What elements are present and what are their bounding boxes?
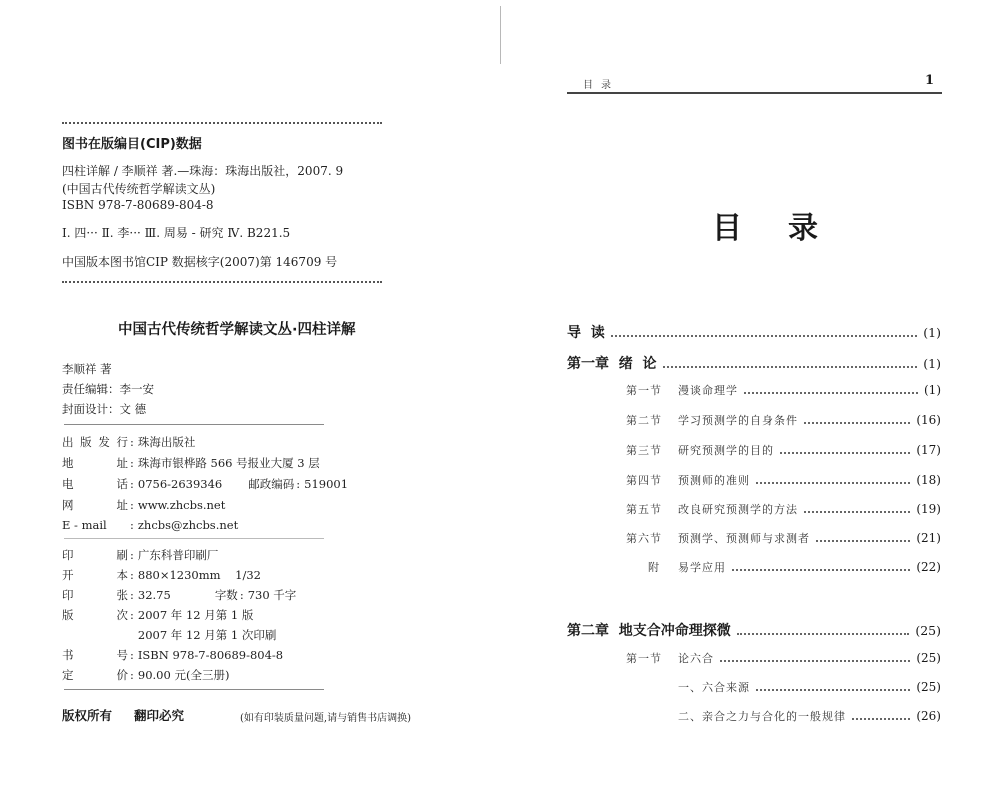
printer-row: 印 刷 : 广东科普印刷厂 [62,548,219,562]
toc-entry-section[interactable]: 第二节 学习预测学的自身条件 (16) [626,413,941,427]
toc-entry-appendix[interactable]: 附 易学应用 (22) [648,560,941,574]
email-link[interactable]: zhcbs@zhcbs.net [137,518,239,532]
dot-leader [756,482,910,484]
toc-title: 目录 [712,211,864,246]
dot-leader [611,335,918,337]
dot-leader [852,718,910,720]
dot-leader [756,689,910,691]
dot-leader [804,422,910,424]
toc-entry-section[interactable]: 第六节 预测学、预测师与求测者 (21) [626,531,941,545]
email-row: E - mail : zhcbs@zhcbs.net [62,518,239,532]
sheets-row: 印 张 : 32.75 字数 : 730 千字 [62,588,297,602]
website-row: 网 址 : www.zhcbs.net [62,498,226,512]
cover-design-credit: 封面设计：文 德 [62,402,147,416]
dot-leader [744,392,918,394]
isbn-row: 书 号 : ISBN 978-7-80689-804-8 [62,648,284,662]
cip-line: (中国古代传统哲学解读文丛) [62,182,216,196]
toc-entry-section[interactable]: 第三节 研究预测学的目的 (17) [626,443,941,457]
book-spine-mark [500,6,501,64]
header-rule [567,92,942,94]
website-link[interactable]: www.zhcbs.net [137,498,226,512]
phone-row: 电 话 : 0756-2639346 邮政编码 : 519001 [62,477,349,491]
toc-entry-section[interactable]: 第四节 预测师的准则 (18) [626,473,941,487]
edition-row: 版 次 : 2007 年 12 月第 1 版 [62,608,254,622]
toc-entry-subsection[interactable]: 二、亲合之力与合化的一般规律 (26) [678,709,941,723]
dot-leader [737,633,910,635]
dot-leader [663,366,918,368]
dot-leader [720,660,910,662]
divider [64,689,324,690]
dot-leader [816,540,910,542]
cip-line: 四柱详解 / 李顺祥 著.—珠海：珠海出版社，2007. 9 [62,164,344,178]
running-head: 目录 [583,80,619,91]
book-title: 中国古代传统哲学解读文丛·四柱详解 [118,322,356,338]
dot-leader [780,452,910,454]
cip-classification: Ⅰ. 四··· Ⅱ. 李··· Ⅲ. 周易 - 研究 Ⅳ. B221.5 [62,226,291,240]
cip-title: 图书在版编目(CIP)数据 [62,137,202,152]
dot-leader [732,569,910,571]
dot-leader [804,511,910,513]
editor-credit: 责任编辑：李一安 [62,382,154,396]
toc-entry-chapter-1[interactable]: 第一章 绪 论 (1) [567,356,941,372]
cip-top-dotted-rule [62,122,382,124]
toc-entry-section[interactable]: 第五节 改良研究预测学的方法 (19) [626,502,941,516]
cip-record-number: 中国版本图书馆CIP 数据核字(2007)第 146709 号 [62,255,338,269]
divider [64,538,324,539]
cip-line: ISBN 978-7-80689-804-8 [62,198,214,212]
divider [64,424,324,425]
quality-notice: (如有印装质量问题,请与销售书店调换) [240,713,411,724]
copyright-statement: 版权所有 翻印必究 [62,708,185,723]
author-credit: 李顺祥 著 [62,362,112,376]
address-row: 地 址 : 珠海市银桦路 566 号报业大厦 3 层 [62,456,320,470]
toc-entry-subsection[interactable]: 一、六合来源 (25) [678,680,941,694]
price-row: 定 价 : 90.00 元(全三册) [62,668,230,682]
toc-entry-chapter-2[interactable]: 第二章 地支合冲命理探微 (25) [567,623,941,639]
format-row: 开 本 : 880×1230mm 1/32 [62,568,261,582]
toc-entry-section[interactable]: 第一节 漫谈命理学 (1) [626,383,941,397]
publisher-row: 出版发行 : 珠海出版社 [62,435,196,449]
cip-bottom-dotted-rule [62,281,382,283]
toc-entry-intro[interactable]: 导 读 (1) [567,325,941,341]
toc-entry-section[interactable]: 第一节 论六合 (25) [626,651,941,665]
page-number: 1 [925,73,935,88]
printing-row: 2007 年 12 月第 1 次印刷 [137,628,277,642]
